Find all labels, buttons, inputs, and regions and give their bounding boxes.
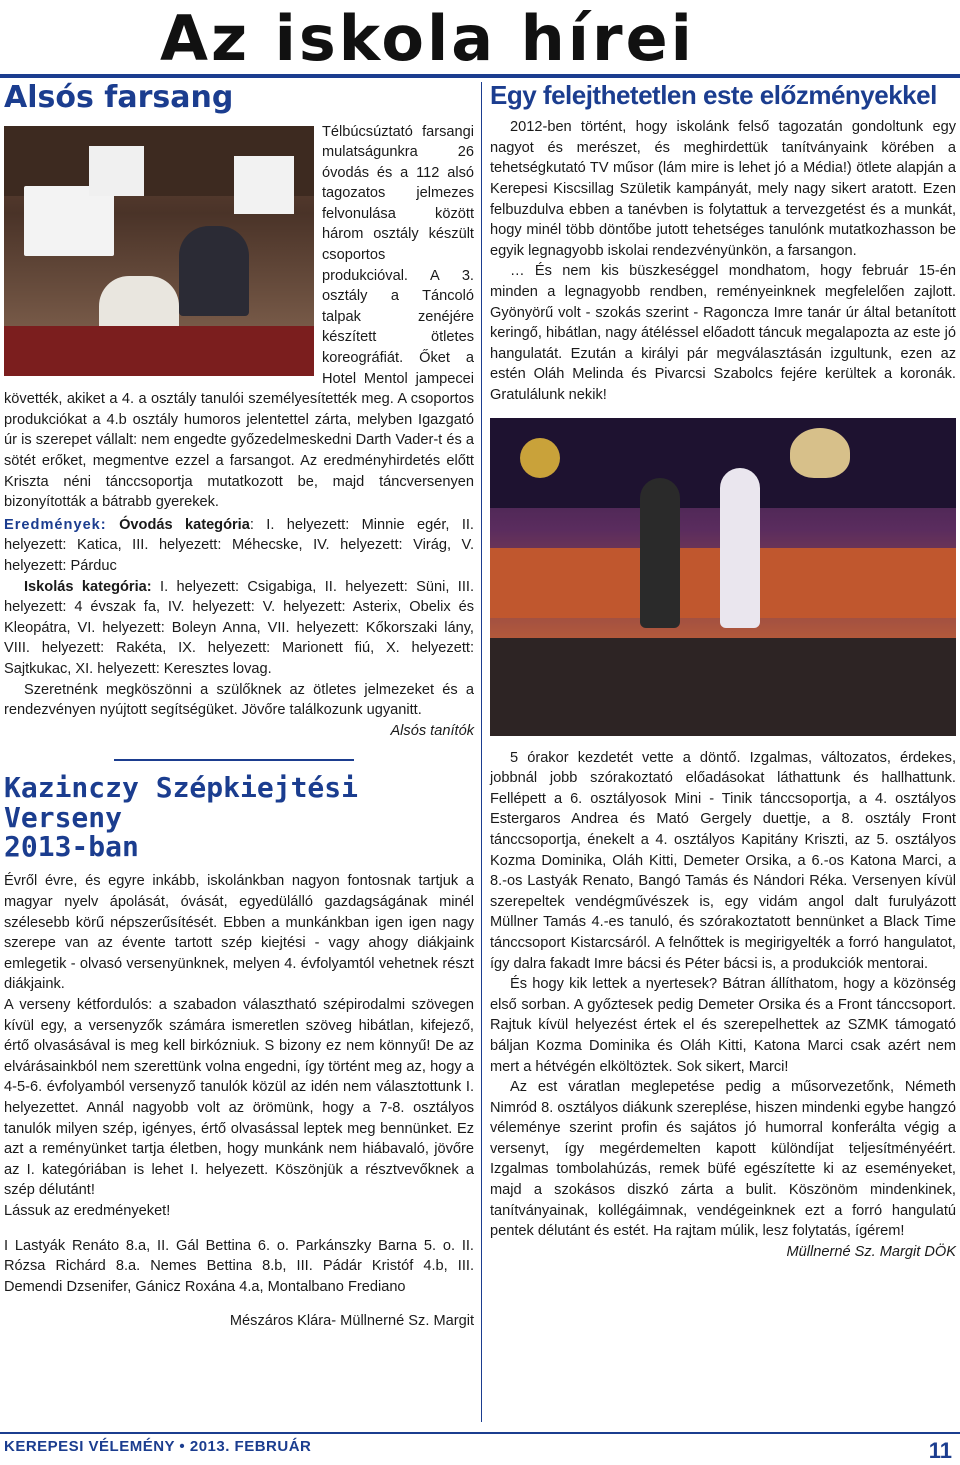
article-title-felejthetetlen-este: Egy felejthetetlen este előzményekkel (490, 80, 937, 110)
article-paragraph: 2012-ben történt, hogy iskolánk felső tagozatán gondoltunk egy nagyot és merészet, és meghirdettük tanítványaink körében a tehetségkutató TV műsor (lám mire is lehet jó a Média!) ötlete alapján a Kerepesi Kiscsillag Születik kampányát, mely nagy sikert aratott. Ezen felbuzdulva ebben a tanévben is folytattuk a tervezgetést és a munkát, hogy minél több döntőbe jutott tehetséges tanulónk mutatkozhasson be egyik legnagyobb iskolai rendezvényünkön, a farsangon. (490, 119, 956, 259)
article-paragraph: És hogy kik lettek a nyertesek? Bátran állíthatom, hogy a közönség első sorban. A győztesek pedig Demeter Orsika és a Front tánccsoport. Rajtuk kívül helyezést értek el és szerepelhettek az SZMK támogató báljan Kozma Dominika és Oláh Kitti, Katona Marci csak azért nem mert a hétvégén elköltöztek. Sok sikert, Marci! (490, 976, 956, 1075)
results-label: Eredmények: (4, 516, 107, 533)
masthead-title: Az iskola hírei (160, 4, 695, 74)
signature-mullnerne-dok: Müllnerné Sz. Margit DÖK (786, 1243, 956, 1260)
article-title-alsos-farsang: Alsós farsang (4, 80, 234, 115)
article-title-kazinczy-line1: Kazinczy Szépkiejtési Verseny (4, 771, 359, 834)
left-column (4, 82, 474, 1332)
school-results: I. helyezett: Csigabiga, II. helyezett: Süni, III. helyezett: 4 évszak fa, IV. helyezett: V. helyezett: Asterix, Obelix és Kleopátra, VI. helyezett: Boleyn Anna, VII. helyezett: Kőkorszaki lány, VIII. helyezett: Rakéta, IX. helyezett: Marionett fiú, X. helyezett: Sajtkukac, XI. helyezett: Keresztes lovag. (4, 578, 475, 677)
column-divider (481, 82, 482, 1422)
results-paragraph (4, 515, 474, 577)
dancer-figure (640, 478, 680, 628)
score-card-left (24, 186, 114, 256)
school-results-paragraph (4, 577, 474, 680)
article-title-kazinczy-line2: 2013-ban (4, 830, 139, 864)
signature-meszaros-mullnerne: Mészáros Klára- Müllnerné Sz. Margit (229, 1313, 474, 1330)
mask-decoration (790, 428, 850, 478)
article-paragraph: Az est váratlan meglepetése pedig a műsorvezetőnk, Németh Nimród 8. osztályos diákunk szereplése, hiszen mindenki egybe hangzó véleménye szerint profin és sajátos jó humorral konferálta végig a versenyt, így megérdemelten kapott különdíjat teljesítményéért. Izgalmas tombolahúzás, remek büfé egészítette ki az eseményeket, majd a szokásos diszkó zárta a bulit. Köszönöm mindenkinek, tanítványainak, kollégáimnak, vendégeinknek ezt a forró hangulatú pentek délutánt és estét. Ha rajtam múlik, lesz folytatás, ígérem! (490, 1079, 956, 1240)
article-paragraph: A verseny kétfordulós: a szabadon választható szépirodalmi szövegen kívül egy, a versenyzők számára ismeretlen szöveg hibátlan, kifejező, értő olvasásával is meg kell birkózniuk. S bizony ez nem könnyű! De az elvárásainkból nem szerettünk volna engedni, így történt meg az, hogy a 4-5-6. évfolyamból versenyző tanulók közül az idén nem választottunk I. helyezettet. Annál nagyobb volt az örömünk, hogy a 7-8. osztályos tanulók milyen szép, igényes, értő olvasással leptek meg bennünket. Ez azt a reményünket tartja életben, hogy munkánk nem hiábavaló, jövőre az I. kategóriában is lehet I. helyezett. Köszönjük a résztvevőknek a szép délutánt! (4, 997, 474, 1199)
photo-stage-dancers (490, 418, 956, 736)
signature-alsos-tanitok: Alsós tanítók (390, 722, 474, 739)
school-label: Iskolás kategória: (24, 578, 152, 595)
thanks-paragraph: Szeretnénk megköszönni a szülőknek az ötletes jelmezeket és a rendezvényen nyújtott segítségüket. Jövőre találkozunk ugyanitt. (4, 681, 474, 719)
article-paragraph: Télbúcsúztató farsangi mulatságunkra 26 óvodás és a 112 alsó tagozatos jelmezes felvonulása között három osztály készült csoportos produkcióval. A 3. osztály a Táncoló talpak zenéjére készített ötletes koreográfiát. Őket a Hotel Mentol jampecei követték, akiket a 4. a osztály tanulói személyesítették meg. A csoportos produkciókat a 4.b osztály humoros jelentettel zárta, melyben Igazgató úr is szerepet vállalt: nem engedte győzedelmeskedni Darth Vader-t és a sötét erőket, megmentve ezzel a farsangot. Az eredményhirdetés előtt Kriszta néni tánccsoportja mutatkozott be, majd táncversenyen bizonyították a bátrabb gyerekek. (4, 123, 474, 511)
article-paragraph: … És nem kis büszkeséggel mondhatom, hogy február 15-én minden a legnagyobb rendben, reményeinknek megfelelően zajlott. Gyönyörű volt - szokás szerint - Ragoncza Imre tanár úr által betanított keringő, hibátlan, nagy átéléssel előadott táncuk megalapozta az este jó hangulatát. Ezután a királyi pár megválasztásán izgultunk, ezen az estén Oláh Melinda és Pivarcsi Szabolcs fejére kerültek a koronák. Gratulálunk nekik! (490, 263, 956, 404)
kindergarten-label: Óvodás kategória (119, 516, 250, 533)
article-title-kazinczy (4, 771, 474, 864)
footer-publication: KEREPESI VÉLEMÉNY • 2013. FEBRUÁR (4, 1438, 312, 1455)
kindergarten-results: : I. helyezett: Minnie egér, II. helyezett: Katica, III. helyezett: Méhecske, IV. helyezett: Virág, V. helyezett: Párduc (4, 516, 474, 574)
photo-jury (4, 126, 314, 376)
kazinczy-results: I Lastyák Renáto 8.a, II. Gál Bettina 6. o. Parkánszky Barna 5. o. II. Rózsa Richárd 8.a. Nemes Bettina 8.b, III. Pádár Kristóf 4.b, III. Demendi Dzsenifer, Gánicz Roxána 4.a, Montalbano Frediano (4, 1237, 474, 1295)
score-card-right (234, 156, 294, 214)
right-column (490, 82, 956, 1262)
section-separator (114, 759, 354, 761)
article-paragraph: Évről évre, és egyre inkább, iskolánkban nagyon fontosnak tartjuk a magyar nyelv ápolását, óvását, egyedülálló gazdagságának minél szélesebb körű népszerűsítését. Ebben a munkánkban igen igen nagy szerepe van az évente tartott szép kiejtési - vagy ahogy diákjaink emlegetik - olvasó versenyünknek, melyen 4. évfolyamtól vehetnek részt diákjaink. (4, 873, 474, 993)
article-paragraph: Lássuk az eredményeket! (4, 1202, 171, 1219)
dancer-figure (720, 468, 760, 628)
score-card-center (89, 146, 144, 196)
article-paragraph: 5 órakor kezdetét vette a döntő. Izgalmas, változatos, érdekes, jobbnál jobb szórakoztató előadásokat láthattunk és hallhattunk. Fellépett a 6. osztályosok Mini - Tinik tánccsoportja, a 4. osztályos Estergaros Andrea és Mató Gergely duettje, a 8. osztály Front tánccsoportja, énekelt a 4. osztályos Kapitány Kriszti, az 5. osztályos Kozma Dominika, Oláh Kitti, Demeter Orsika, a 6.-os Katona Marci, a 8.-os Lastyák Renato, Bangó Tamás és Nándori Réka. Versenyen kívül szerepeltek vendégművészek is, egy vidám angol dalt furulyázott Müllner Tamás 4.-es tanuló, és szórakoztatott bennünket a Black Time tánccsoport Kistarcsáról. A felnőttek is megirigyelték a forró hangulatot, így dalra fakadt Imre bácsi és Péter bácsi is, a produkciók mentorai. (490, 749, 956, 972)
masthead-rule (0, 74, 960, 78)
mask-decoration (520, 438, 560, 478)
footer-rule (0, 1432, 960, 1434)
page-number: 11 (928, 1438, 952, 1463)
